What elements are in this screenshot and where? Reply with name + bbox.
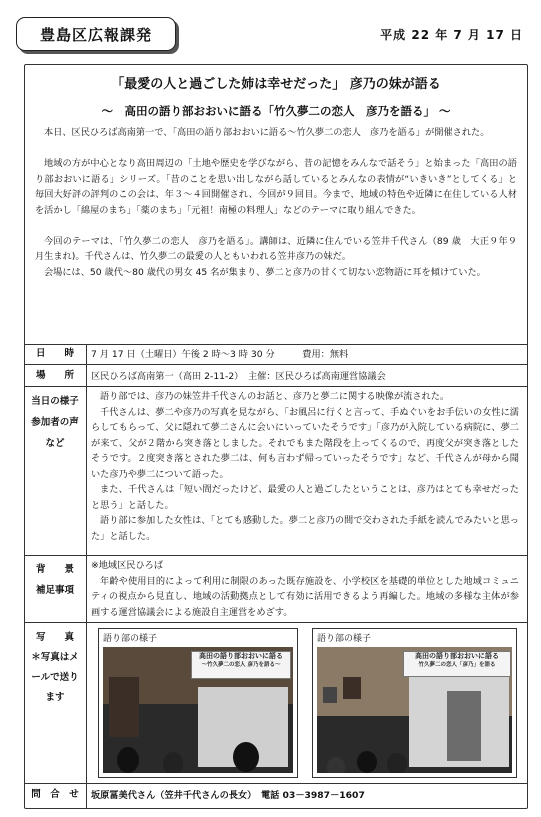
report-paragraph: また、千代さんは「短い間だったけど、最愛の人と過ごしたということは、彦乃はとても幸せだったと思う」と話した。 [91,484,519,511]
label-line: 補足事項 [35,585,74,596]
place-value: 区民ひろば高南第一（高田 2-11-2） 主催：区民ひろば高南運営協議会 [91,371,386,382]
event-photo [103,647,293,773]
release-date: 平成 22 年 7 月 17 日 [380,28,523,42]
photo-2 [312,628,517,778]
datetime-label: 日 時 [35,348,74,359]
issuer-label: 豊島区広報課発 [39,25,152,44]
label-line: 当日の様子 [31,396,79,407]
event-photo [317,647,512,773]
event-banner [191,651,291,679]
report-paragraph: 語り部に参加した女性は、「とても感動した。夢二と彦乃の間で交わされた手紙を読んでみたいと思った」と話した。 [91,515,519,542]
label-line: 参加者の声 [31,417,79,428]
intro-body [35,125,517,280]
intro-paragraph: 今回のテーマは、「竹久夢二の恋人 彦乃を語る」。講師は、近隣に住んでいる笠井千代さん（89 歳 大正９年９月生まれ)。千代さんは、竹久夢二の最愛の人ともいわれる笠井彦乃の妹だ。 [35,235,517,262]
divider [25,344,527,345]
divider [25,555,527,556]
background-heading: ※地域区民ひろば [91,560,164,571]
banner-text: 高田の語り部おおいに語る [415,652,499,660]
banner-text: ～竹久夢二の恋人 彦乃を語る～ [201,662,281,668]
report-paragraph: 語り部では、彦乃の妹笠井千代さんのお話と、彦乃と夢二に関する映像が流された。 [100,391,450,402]
photo-label [25,628,85,708]
divider [25,622,527,623]
photo-caption: 語り部の様子 [317,634,372,644]
banner-text: 高田の語り部おおいに語る [199,652,283,660]
photo-caption: 語り部の様子 [103,634,158,644]
report-paragraph: 千代さんは、夢二や彦乃の写真を見ながら、「お風呂に行くと言って、手ぬぐいをお手伝いの女性に濡らしてもらって、父に隠れて夢二さんに会いにいっていたそうです」「彦乃が入院している病院に、夢二が来て、父が２階から突き落としました。それでもまた階段を上ってくるので、再度父が突き落としたそうです。２度突き落とされた夢二は、何も言わず帰っていったそうです」など、千代さんが母から聞いた彦乃や夢二について語った。 [91,406,519,480]
intro-paragraph: 地域の方が中心となり高田周辺の「土地や歴史を学びながら、昔の記憶をみんなで話そう」と始まった「高田の語り部おおいに語る」シリーズ。「昔のことを思い出しながら話しているとみんなの表情が“いきいき”としてくる」と毎回大好評の評判のこの会は、年３～４回開催され、今回が９回目。今まで、地域の特色や近隣に在住している人材を活かし「綿屋のまち」「薬のまち」「元祖！南極の料理人」などのテーマに取り組んできた。 [35,158,517,216]
intro-paragraph: 本日、区民ひろば高南第一で、「高田の語り部おおいに語る～竹久夢二の恋人 彦乃を語る」が開催された。 [44,127,490,138]
background-label [25,559,85,601]
contact-label: 問 合 せ [31,789,79,800]
label-line: 写 真 [35,632,74,643]
issuer-box [16,17,176,51]
background-text: 年齢や使用目的によって利用に制限のあった既存施設を、小学校区を基礎的単位とした地域コミュニティの視点から見直し、地域の活動拠点として有効に活用できるよう再編した。地域の多様な主体が参画する運営協議会による施設自主運営をめざす。 [91,575,519,618]
contact-value: 坂原冨美代さん（笠井千代さんの長女） 電話 03－3987－1607 [91,790,365,801]
divider [25,783,527,784]
divider [25,386,527,387]
event-banner [403,651,511,677]
divider [25,364,527,365]
label-line: など [45,438,65,449]
label-line: ＊写真はメ [31,652,79,663]
event-report-label [25,391,85,454]
headline: 「最愛の人と過ごした姉は幸せだった」 彦乃の妹が語る [111,77,441,92]
intro-paragraph: 会場には、50 歳代～80 歳代の男女 45 名が集まり、夢二と彦乃の甘くて切ない恋物語に耳を傾けていた。 [44,266,486,278]
label-line: 背 景 [35,564,74,575]
press-release-frame [24,64,528,809]
column-divider [86,344,87,809]
event-report-body [91,389,519,544]
sub-headline: ～ 高田の語り部おおいに語る「竹久夢二の恋人 彦乃を語る」 ～ [101,104,451,118]
label-line: ールで送り [31,672,79,683]
label-line: ます [45,692,65,703]
banner-text: 竹久夢二の恋人「彦乃」を語る [418,662,496,668]
datetime-value: 7 月 17 日（土曜日）午後 2 時～3 時 30 分 費用：無料 [91,349,349,360]
background-body [91,558,519,620]
photo-1 [98,628,298,778]
place-label: 場 所 [35,370,74,381]
